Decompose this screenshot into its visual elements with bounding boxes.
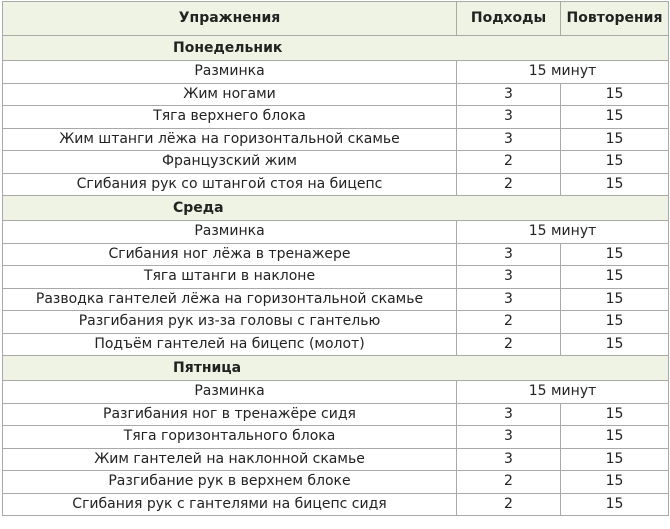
table-row: [3, 333, 669, 356]
exercise-name: Подъём гантелей на бицепс (молот): [3, 333, 457, 356]
warmup-label: Разминка: [3, 221, 457, 244]
exercise-name: Жим штанги лёжа на горизонтальной скамье: [3, 128, 457, 151]
sets-value: 2: [457, 173, 561, 196]
exercise-name: Тяга горизонтального блока: [3, 426, 457, 449]
day-header-row: [3, 356, 669, 381]
table-row: [3, 128, 669, 151]
exercise-name: Жим гантелей на наклонной скамье: [3, 448, 457, 471]
warmup-row: [3, 221, 669, 244]
reps-value: 15: [561, 426, 669, 449]
table-row: [3, 426, 669, 449]
table-row: [3, 493, 669, 516]
reps-value: 15: [561, 403, 669, 426]
warmup-row: [3, 61, 669, 84]
sets-value: 3: [457, 128, 561, 151]
day-name: Пятница: [3, 356, 669, 381]
table-row: [3, 266, 669, 289]
exercise-name: Сгибания рук с гантелями на бицепс сидя: [3, 493, 457, 516]
table-header-row: [3, 2, 669, 36]
exercise-name: Разгибания ног в тренажёре сидя: [3, 403, 457, 426]
reps-value: 15: [561, 448, 669, 471]
table-row: [3, 471, 669, 494]
sets-value: 3: [457, 243, 561, 266]
reps-value: 15: [561, 243, 669, 266]
sets-value: 3: [457, 403, 561, 426]
sets-value: 3: [457, 288, 561, 311]
reps-value: 15: [561, 493, 669, 516]
table-row: [3, 173, 669, 196]
day-header-row: [3, 36, 669, 61]
sets-column-header: Подходы: [457, 2, 561, 36]
warmup-duration: 15 минут: [457, 221, 669, 244]
exercise-name: Жим ногами: [3, 83, 457, 106]
sets-value: 2: [457, 311, 561, 334]
reps-value: 15: [561, 333, 669, 356]
sets-value: 3: [457, 266, 561, 289]
reps-value: 15: [561, 266, 669, 289]
warmup-duration: 15 минут: [457, 61, 669, 84]
table-row: [3, 311, 669, 334]
reps-value: 15: [561, 311, 669, 334]
reps-value: 15: [561, 288, 669, 311]
warmup-label: Разминка: [3, 61, 457, 84]
exercise-name: Сгибания рук со штангой стоя на бицепс: [3, 173, 457, 196]
exercise-name: Сгибания ног лёжа в тренажере: [3, 243, 457, 266]
table-row: [3, 243, 669, 266]
workout-schedule-table: [2, 1, 669, 516]
sets-value: 3: [457, 448, 561, 471]
warmup-row: [3, 381, 669, 404]
sets-value: 3: [457, 106, 561, 129]
table-row: [3, 106, 669, 129]
sets-value: 2: [457, 151, 561, 174]
sets-value: 2: [457, 493, 561, 516]
table-row: [3, 448, 669, 471]
reps-value: 15: [561, 128, 669, 151]
reps-value: 15: [561, 106, 669, 129]
table-row: [3, 403, 669, 426]
reps-value: 15: [561, 173, 669, 196]
day-name: Среда: [3, 196, 669, 221]
exercises-column-header: Упражнения: [3, 2, 457, 36]
sets-value: 3: [457, 426, 561, 449]
exercise-name: Разводка гантелей лёжа на горизонтальной скамье: [3, 288, 457, 311]
warmup-label: Разминка: [3, 381, 457, 404]
day-name: Понедельник: [3, 36, 669, 61]
exercise-name: Тяга штанги в наклоне: [3, 266, 457, 289]
reps-value: 15: [561, 83, 669, 106]
table-body: [3, 36, 669, 516]
sets-value: 3: [457, 83, 561, 106]
reps-value: 15: [561, 151, 669, 174]
day-header-row: [3, 196, 669, 221]
warmup-duration: 15 минут: [457, 381, 669, 404]
exercise-name: Разгибания рук из-за головы с гантелью: [3, 311, 457, 334]
reps-value: 15: [561, 471, 669, 494]
exercise-name: Французский жим: [3, 151, 457, 174]
sets-value: 2: [457, 333, 561, 356]
reps-column-header: Повторения: [561, 2, 669, 36]
exercise-name: Разгибание рук в верхнем блоке: [3, 471, 457, 494]
exercise-name: Тяга верхнего блока: [3, 106, 457, 129]
sets-value: 2: [457, 471, 561, 494]
table-row: [3, 83, 669, 106]
table-row: [3, 288, 669, 311]
table-row: [3, 151, 669, 174]
